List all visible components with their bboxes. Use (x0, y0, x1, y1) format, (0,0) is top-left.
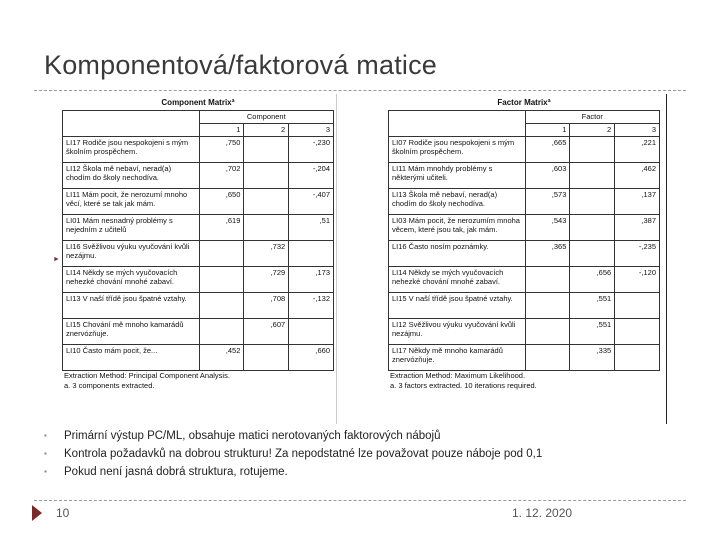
cell-value (244, 215, 289, 241)
row-label: LI15 Chování mě mnoho kamarádů znervózňuje. (63, 319, 200, 345)
column-header: 2 (244, 124, 289, 137)
extraction-method-note: Extraction Method: Maximum Likelihood. (390, 371, 526, 380)
factors-extracted-note: a. 3 factors extracted. 10 iterations required. (390, 381, 537, 390)
cell-value: ,750 (199, 137, 244, 163)
table-row (63, 319, 334, 345)
cell-value (570, 189, 615, 215)
column-header: 1 (199, 124, 244, 137)
cell-value: ,665 (525, 137, 570, 163)
row-label: LI17 Někdy mě mnoho kamarádů znervózňuje. (389, 345, 526, 371)
cell-value: ,173 (289, 267, 334, 293)
row-label: LI16 Často nosím poznámky. (389, 241, 526, 267)
row-label: LI17 Rodiče jsou nespokojeni s mým školním prospěchem. (63, 137, 200, 163)
cell-value: ,543 (525, 215, 570, 241)
footer-arrow-icon (32, 505, 42, 521)
cell-value: ,137 (615, 189, 660, 215)
extraction-method-note: Extraction Method: Principal Component Analysis. (64, 371, 230, 380)
cell-value (570, 241, 615, 267)
cell-value (244, 137, 289, 163)
component-group-header: Component (199, 111, 333, 124)
cell-value: ,732 (244, 241, 289, 267)
cell-value (615, 319, 660, 345)
row-label: LI11 Mám mnohdy problémy s některými učiteli. (389, 163, 526, 189)
cell-value: ,365 (525, 241, 570, 267)
list-item (44, 463, 542, 481)
list-item (44, 427, 542, 445)
cell-value: ,387 (615, 215, 660, 241)
slide-title: Komponentová/faktorová matice (44, 50, 438, 80)
cell-value (244, 189, 289, 215)
component-matrix-table (62, 96, 334, 391)
column-header: 3 (289, 124, 334, 137)
table-row (63, 137, 334, 163)
cell-value: ,452 (199, 345, 244, 371)
table-row (63, 189, 334, 215)
list-item (44, 445, 542, 463)
table-row (389, 241, 660, 267)
cell-value (199, 319, 244, 345)
cell-value (199, 241, 244, 267)
factor-matrix-table (388, 96, 660, 391)
column-header: 2 (570, 124, 615, 137)
cell-value (570, 163, 615, 189)
cell-value: ,656 (570, 267, 615, 293)
cell-value: ,607 (244, 319, 289, 345)
cell-value: ,551 (570, 293, 615, 319)
row-label: LI12 Škola mě nebaví, nerad(a) chodím do školy nechodíva. (63, 163, 200, 189)
cell-value (525, 319, 570, 345)
table-row (63, 267, 334, 293)
cell-value (525, 267, 570, 293)
slide-date: 1. 12. 2020 (512, 506, 573, 520)
cell-value (289, 319, 334, 345)
cell-value: -,132 (289, 293, 334, 319)
row-label: LI10 Často mám pocit, že... (63, 345, 200, 371)
table-row (63, 163, 334, 189)
cell-value: ,702 (199, 163, 244, 189)
row-label: LI12 Svěžlivou výuku vyučování kvůli nezájmu. (389, 319, 526, 345)
cell-value: ,619 (199, 215, 244, 241)
cell-value (525, 345, 570, 371)
row-label: LI03 Mám pocit, že nerozumím mnoha věcem, které jsou tak, jak mám. (389, 215, 526, 241)
empty-header-cell (389, 111, 526, 137)
cell-value: ,650 (199, 189, 244, 215)
bullet-text: Primární výstup PC/ML, obsahuje matici nerotovaných faktorových nábojů (64, 430, 441, 442)
cell-value: -,230 (289, 137, 334, 163)
bullet-icon: ▪ (44, 431, 47, 440)
cell-value: ,603 (525, 163, 570, 189)
cell-value: ,462 (615, 163, 660, 189)
cell-value: ,708 (244, 293, 289, 319)
cell-value: -,120 (615, 267, 660, 293)
row-label: LI01 Mám nesnadný problémy s nejedním z učitelů (63, 215, 200, 241)
table-row (389, 319, 660, 345)
row-label: LI15 V naší třídě jsou špatné vztahy. (389, 293, 526, 319)
cell-value (199, 267, 244, 293)
row-label: LI14 Někdy se mých vyučovacích nehezké chování mnohé zabaví. (389, 267, 526, 293)
cell-value: ,51 (289, 215, 334, 241)
table-row (63, 241, 334, 267)
component-matrix-caption: Component Matrixª (161, 98, 235, 107)
cell-value (570, 137, 615, 163)
cell-value (244, 345, 289, 371)
bullet-list (44, 427, 542, 481)
table-row (63, 345, 334, 371)
cell-value (525, 293, 570, 319)
table-row (389, 215, 660, 241)
column-divider (336, 94, 337, 424)
row-label: LI13 Škola mě nebaví, nerad(a) chodím do školy nechodíva. (389, 189, 526, 215)
small-arrow-icon: ► (53, 256, 60, 263)
table-row (63, 215, 334, 241)
components-extracted-note: a. 3 components extracted. (64, 381, 155, 390)
bullet-text: Pokud není jasná dobrá struktura, rotujeme. (64, 466, 288, 478)
row-label: LI14 Někdy se mých vyučovacích nehezké chování mnohé zabaví. (63, 267, 200, 293)
title-divider (34, 90, 686, 91)
row-label: LI13 V naší třídě jsou špatné vztahy. (63, 293, 200, 319)
cell-value: ,335 (570, 345, 615, 371)
row-label: LI11 Mám pocit, že nerozumí mnoho věcí, které se tak jak mám. (63, 189, 200, 215)
cell-value (289, 241, 334, 267)
cell-value: ,573 (525, 189, 570, 215)
bullet-text: Kontrola požadavků na dobrou strukturu! Za nepodstatné lze považovat pouze náboje pod 0,1 (64, 448, 543, 460)
cell-value: ,660 (289, 345, 334, 371)
row-label: LI07 Rodiče jsou nespokojeni s mým školním prospěchem. (389, 137, 526, 163)
cell-value (199, 293, 244, 319)
cell-value: ,729 (244, 267, 289, 293)
row-label: LI16 Svěžlivou výuku vyučování kvůli nezájmu. (63, 241, 200, 267)
table-row (63, 293, 334, 319)
factor-group-header: Factor (525, 111, 659, 124)
table-row (389, 345, 660, 371)
right-border-line (666, 94, 667, 424)
cell-value: ,221 (615, 137, 660, 163)
cell-value: -,204 (289, 163, 334, 189)
factor-matrix-caption: Factor Matrixª (497, 98, 551, 107)
bullet-icon: ▪ (44, 449, 47, 458)
page-number: 10 (56, 506, 70, 520)
table-row (389, 163, 660, 189)
footer-divider (34, 500, 686, 501)
cell-value (615, 345, 660, 371)
cell-value (244, 163, 289, 189)
cell-value: ,551 (570, 319, 615, 345)
table-row (389, 137, 660, 163)
cell-value: -,235 (615, 241, 660, 267)
bullet-icon: ▪ (44, 467, 47, 476)
cell-value (570, 215, 615, 241)
cell-value: -,407 (289, 189, 334, 215)
empty-header-cell (63, 111, 200, 137)
table-row (389, 293, 660, 319)
column-header: 3 (615, 124, 660, 137)
column-header: 1 (525, 124, 570, 137)
table-row (389, 267, 660, 293)
cell-value (615, 293, 660, 319)
table-row (389, 189, 660, 215)
